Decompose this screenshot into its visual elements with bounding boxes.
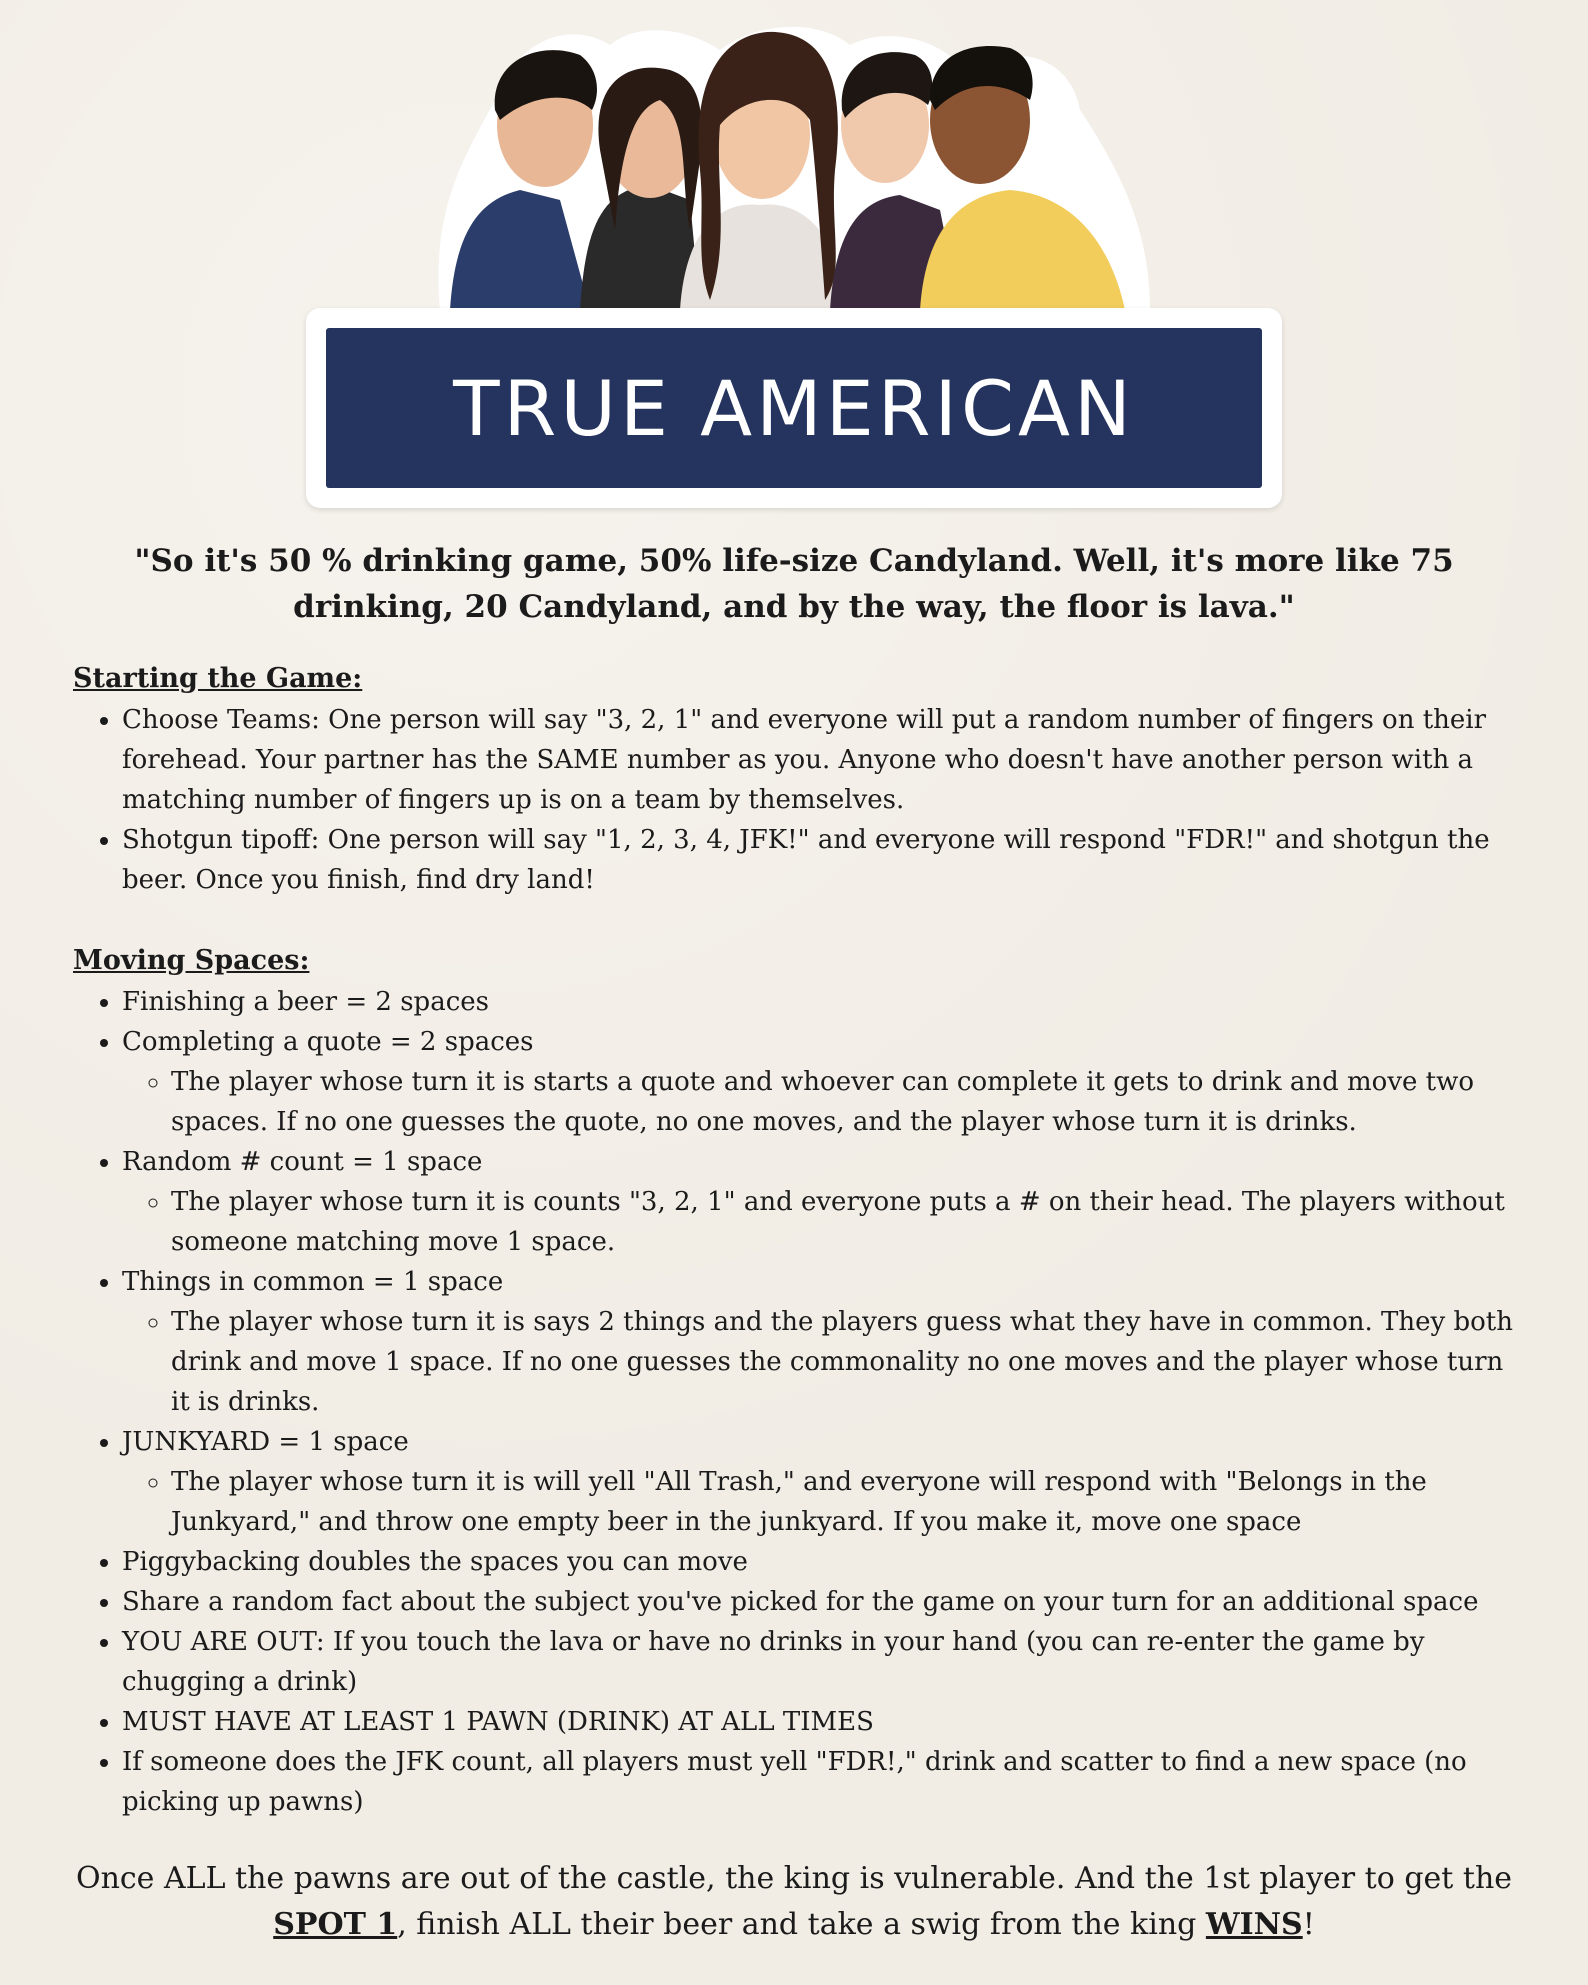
starting-list xyxy=(73,700,1513,900)
list-item: • Finishing a beer = 2 spaces xyxy=(122,982,1513,1022)
list-item xyxy=(122,1422,1513,1542)
list-item xyxy=(122,1022,1513,1142)
starting-heading: Starting the Game: xyxy=(73,663,363,694)
list-item: • Choose Teams: One person will say "3, 2, 1" and everyone will put a random number of fingers on their forehead. Your partner has the SAME number as you. Anyone who doesn't have another person with a matching number of fingers up is on a team by themselves. xyxy=(122,700,1513,820)
moving-list xyxy=(73,982,1513,1822)
closing-paragraph xyxy=(60,1856,1528,1948)
closing-text-1: Once ALL the pawns are out of the castle, the king is vulnerable. And the 1st player to get the xyxy=(75,1861,1513,1896)
hero-illustration xyxy=(0,0,1588,520)
list-item: • Shotgun tipoff: One person will say "1, 2, 3, 4, JFK!" and everyone will respond "FDR!" and shotgun the beer. Once you finish, find dry land! xyxy=(122,820,1513,900)
sub-list xyxy=(122,1062,1513,1142)
sub-list-item: ◦ The player whose turn it is will yell "All Trash," and everyone will respond with "Belongs in the Junkyard," and throw one empty beer in the junkyard. If you make it, move one space xyxy=(171,1462,1513,1542)
closing-wins: WINS xyxy=(1205,1907,1303,1942)
rules-content xyxy=(73,658,1513,1822)
closing-text-2: , finish ALL their beer and take a swig from the king xyxy=(397,1907,1206,1942)
intro-quote: "So it's 50 % drinking game, 50% life-size Candyland. Well, it's more like 75 drinking, 20 Candyland, and by the way, the floor is lava." xyxy=(134,543,1454,625)
list-item: • Share a random fact about the subject you've picked for the game on your turn for an additional space xyxy=(122,1582,1513,1622)
sub-list xyxy=(122,1462,1513,1542)
closing-text-3: ! xyxy=(1302,1907,1315,1942)
moving-heading: Moving Spaces: xyxy=(73,945,310,976)
list-item: • YOU ARE OUT: If you touch the lava or have no drinks in your hand (you can re-enter the game by chugging a drink) xyxy=(122,1622,1513,1702)
sub-list xyxy=(122,1182,1513,1262)
list-item-text: Completing a quote = 2 spaces xyxy=(122,1027,534,1057)
list-item: • Piggybacking doubles the spaces you can move xyxy=(122,1542,1513,1582)
list-item-text: Things in common = 1 space xyxy=(122,1267,504,1297)
closing-spot: SPOT 1 xyxy=(273,1907,398,1942)
page-title: TRUE AMERICAN xyxy=(453,363,1135,453)
list-item xyxy=(122,1142,1513,1262)
title-banner-inner xyxy=(326,328,1262,488)
list-item-text: Random # count = 1 space xyxy=(122,1147,483,1177)
list-item-text: JUNKYARD = 1 space xyxy=(122,1427,409,1457)
list-item xyxy=(122,1262,1513,1422)
sub-list-item: ◦ The player whose turn it is says 2 things and the players guess what they have in common. They both drink and move 1 space. If no one guesses the commonality no one moves and the player whose turn it is drinks. xyxy=(171,1302,1513,1422)
sub-list xyxy=(122,1302,1513,1422)
list-item: • If someone does the JFK count, all players must yell "FDR!," drink and scatter to find a new space (no picking up pawns) xyxy=(122,1742,1513,1822)
section-gap xyxy=(73,900,1513,940)
list-item: • MUST HAVE AT LEAST 1 PAWN (DRINK) AT ALL TIMES xyxy=(122,1702,1513,1742)
sub-list-item: ◦ The player whose turn it is starts a quote and whoever can complete it gets to drink and move two spaces. If no one guesses the quote, no one moves, and the player whose turn it is drinks. xyxy=(171,1062,1513,1142)
title-banner xyxy=(306,308,1282,508)
sub-list-item: ◦ The player whose turn it is counts "3, 2, 1" and everyone puts a # on their head. The players without someone matching move 1 space. xyxy=(171,1182,1513,1262)
